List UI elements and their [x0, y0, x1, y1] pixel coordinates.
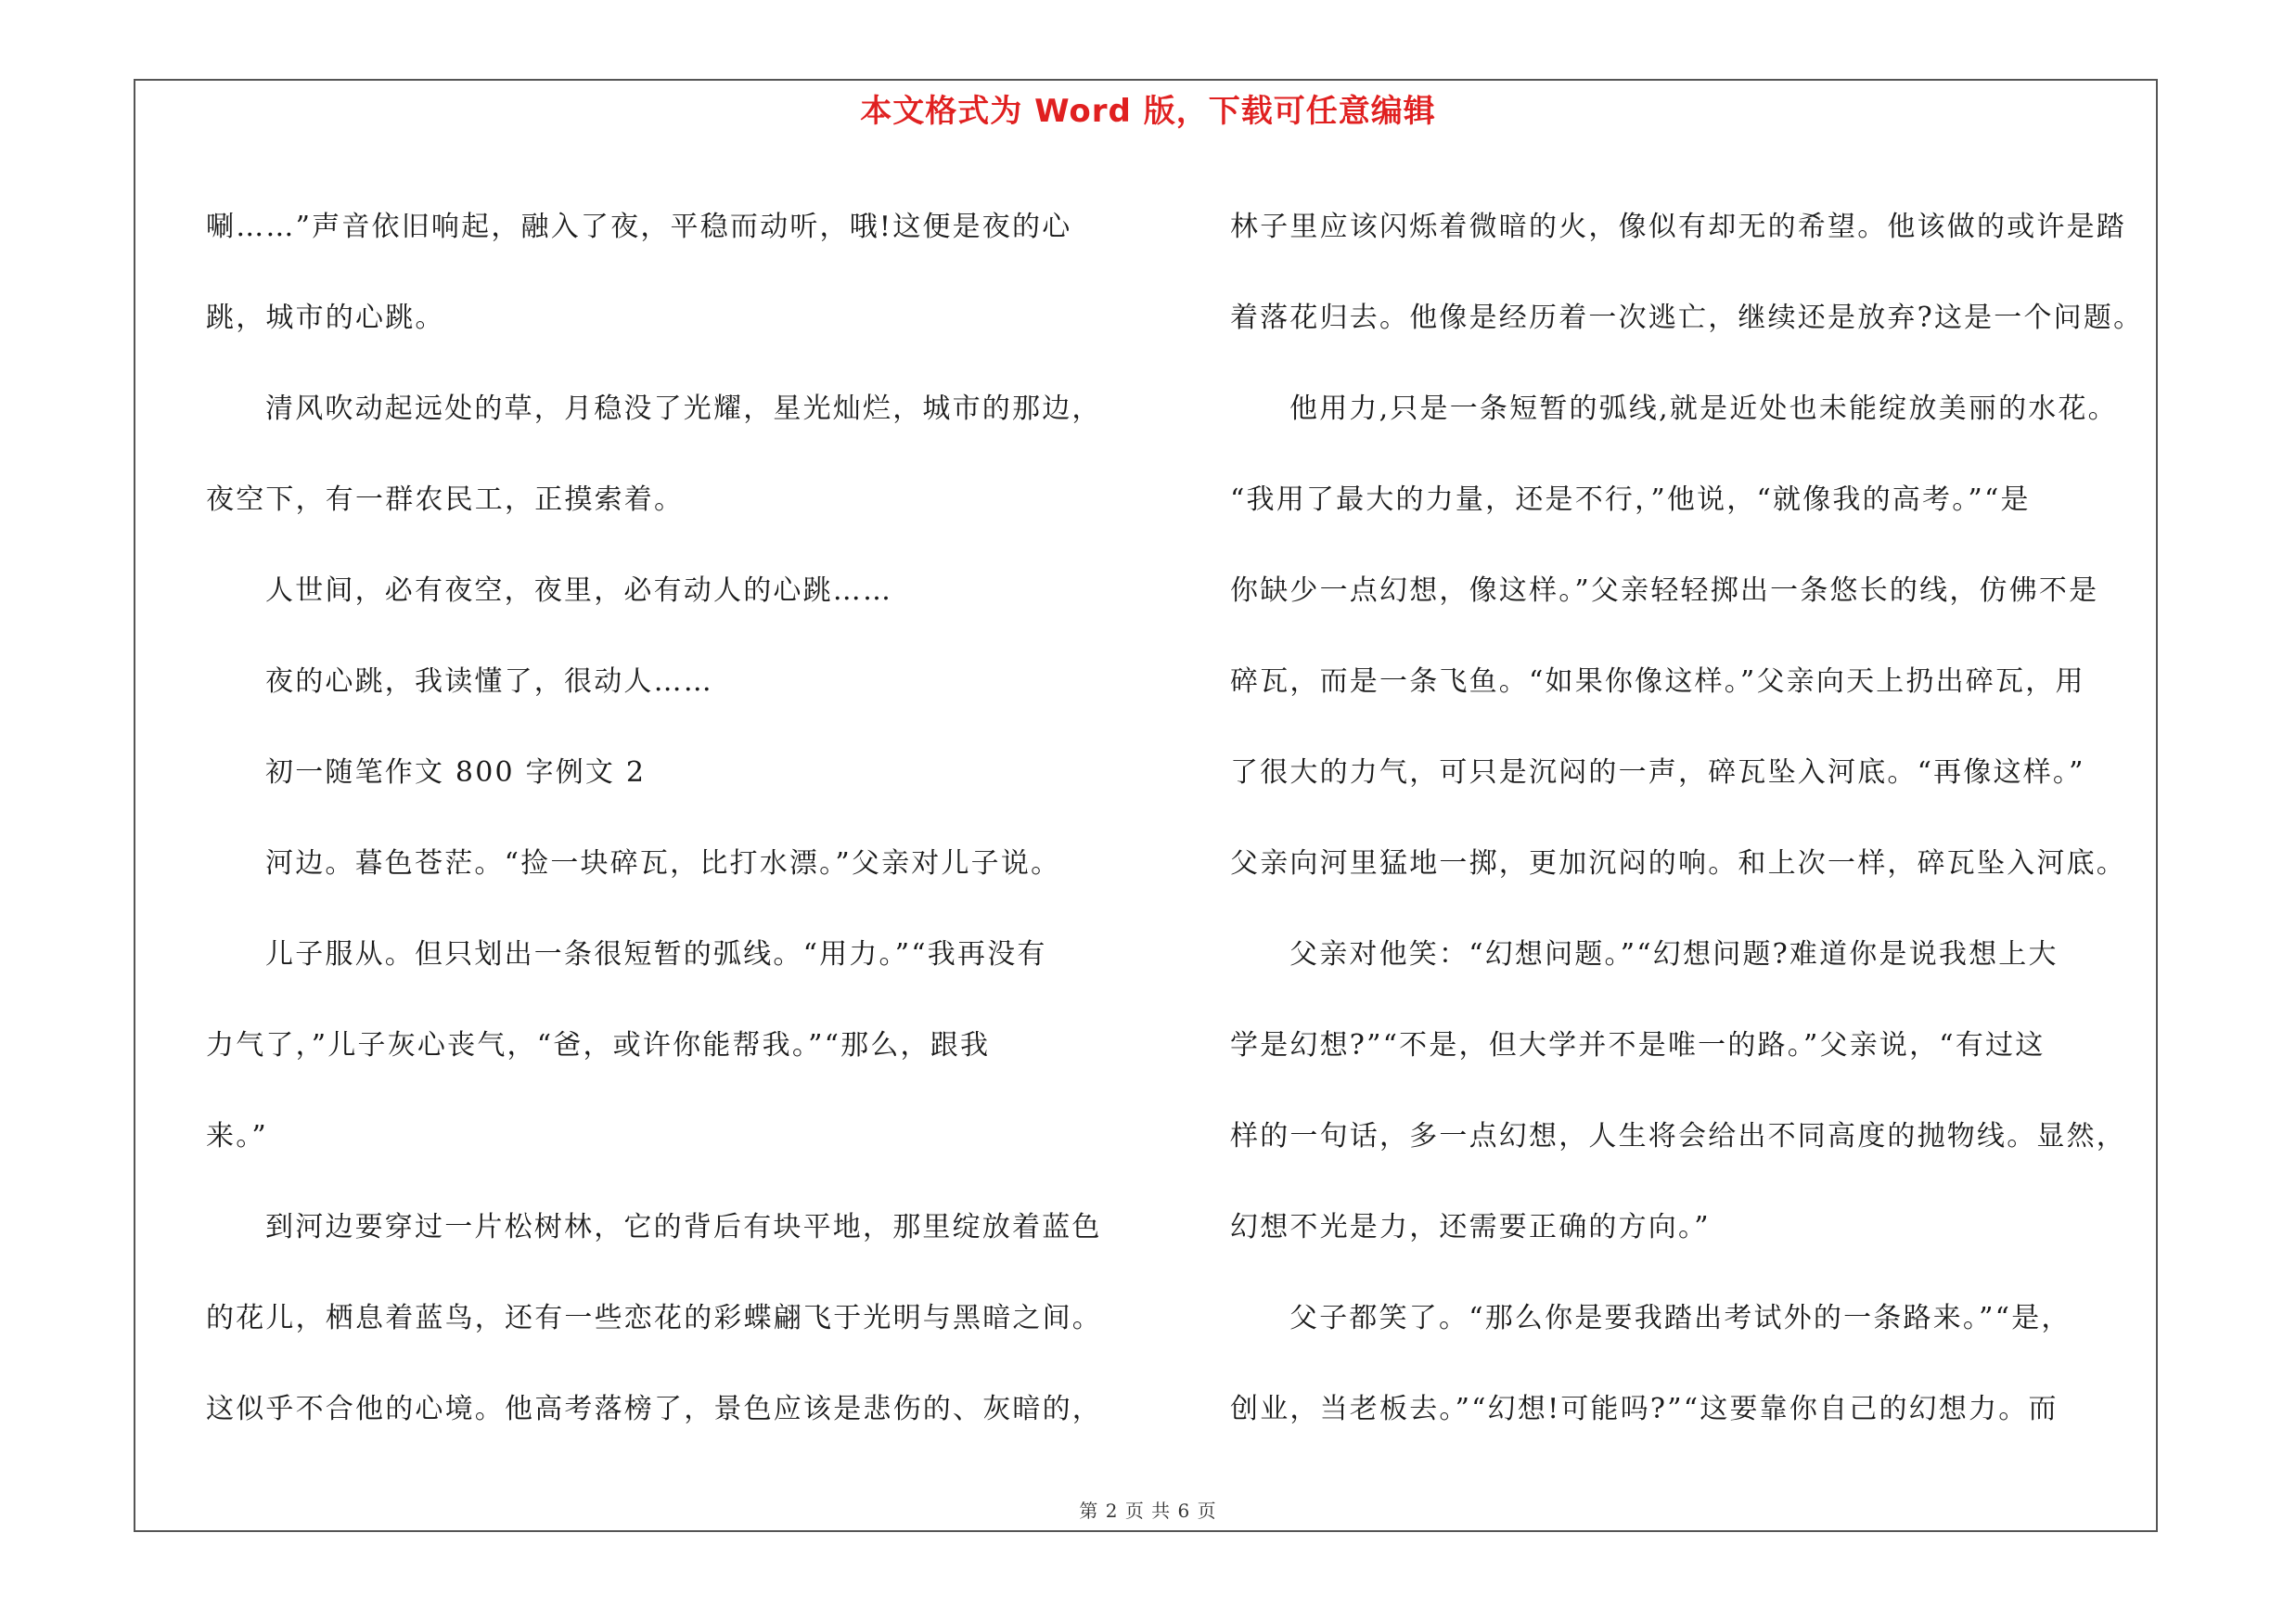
- text-line: 学是幻想?”“不是，但大学并不是唯一的路。”父亲说，“有过这: [1230, 1029, 2046, 1062]
- text-line: 人世间，必有夜空，夜里，必有动人的心跳……: [265, 574, 893, 607]
- text-line: 父亲向河里猛地一掷，更加沉闷的响。和上次一样，碎瓦坠入河底。: [1230, 847, 2126, 880]
- left-text-column: [206, 182, 1134, 1455]
- text-line: 夜空下，有一群农民工，正摸索着。: [206, 483, 685, 516]
- text-line: 儿子服从。但只划出一条很短暂的弧线。“用力。”“我再没有: [265, 938, 1047, 971]
- text-line: 跳，城市的心跳。: [206, 302, 445, 334]
- text-line: 碎瓦，而是一条飞鱼。“如果你像这样。”父亲向天上扔出碎瓦，用: [1230, 665, 2085, 698]
- text-line: 创业，当老板去。”“幻想!可能吗?”“这要靠你自己的幻想力。而: [1230, 1393, 2059, 1425]
- text-line: 了很大的力气，可只是沉闷的一声，碎瓦坠入河底。“再像这样。”: [1230, 756, 2085, 789]
- text-line: 河边。暮色苍茫。“捡一块碎瓦，比打水漂。”父亲对儿子说。: [265, 847, 1061, 880]
- text-line: 他用力,只是一条短暂的弧线,就是近处也未能绽放美丽的水花。: [1289, 393, 2118, 425]
- text-line: 清风吹动起远处的草，月稳没了光耀，星光灿烂，城市的那边，: [265, 393, 1102, 425]
- text-line: 来。”: [206, 1120, 268, 1153]
- text-line: 林子里应该闪烁着微暗的火，像似有却无的希望。他该做的或许是踏: [1230, 211, 2126, 243]
- text-line: 你缺少一点幻想，像这样。”父亲轻轻掷出一条悠长的线，仿佛不是: [1230, 574, 2099, 607]
- document-header-title: 本文格式为 Word 版，下载可任意编辑: [860, 93, 1436, 130]
- page-number: 第 2 页 共 6 页: [1079, 1500, 1217, 1522]
- text-line: 这似乎不合他的心境。他高考落榜了，景色应该是悲伤的、灰暗的，: [206, 1393, 1102, 1425]
- text-line: 的花儿，栖息着蓝鸟，还有一些恋花的彩蝶翩飞于光明与黑暗之间。: [206, 1302, 1102, 1334]
- text-line: 唰……”声音依旧响起，融入了夜，平稳而动听，哦!这便是夜的心: [206, 211, 1072, 243]
- text-line: 父子都笑了。“那么你是要我踏出考试外的一条路来。”“是，: [1289, 1302, 2072, 1334]
- text-line: 着落花归去。他像是经历着一次逃亡，继续还是放弃?这是一个问题。: [1230, 302, 2144, 334]
- text-line: 夜的心跳，我读懂了，很动人……: [265, 665, 713, 698]
- text-line: 力气了，”儿子灰心丧气，“爸，或许你能帮我。”“那么，跟我: [206, 1029, 991, 1062]
- text-line: 到河边要穿过一片松树林，它的背后有块平地，那里绽放着蓝色: [265, 1211, 1102, 1243]
- text-line: 样的一句话，多一点幻想，人生将会给出不同高度的抛物线。显然，: [1230, 1120, 2126, 1153]
- section-heading: 初一随笔作文 800 字例文 2: [265, 756, 647, 789]
- text-line: “我用了最大的力量，还是不行，”他说，“就像我的高考。”“是: [1230, 483, 2031, 516]
- text-line: 父亲对他笑：“幻想问题。”“幻想问题?难道你是说我想上大: [1289, 938, 2059, 971]
- right-text-column: [1230, 182, 2167, 1455]
- text-line: 幻想不光是力，还需要正确的方向。”: [1230, 1211, 1711, 1243]
